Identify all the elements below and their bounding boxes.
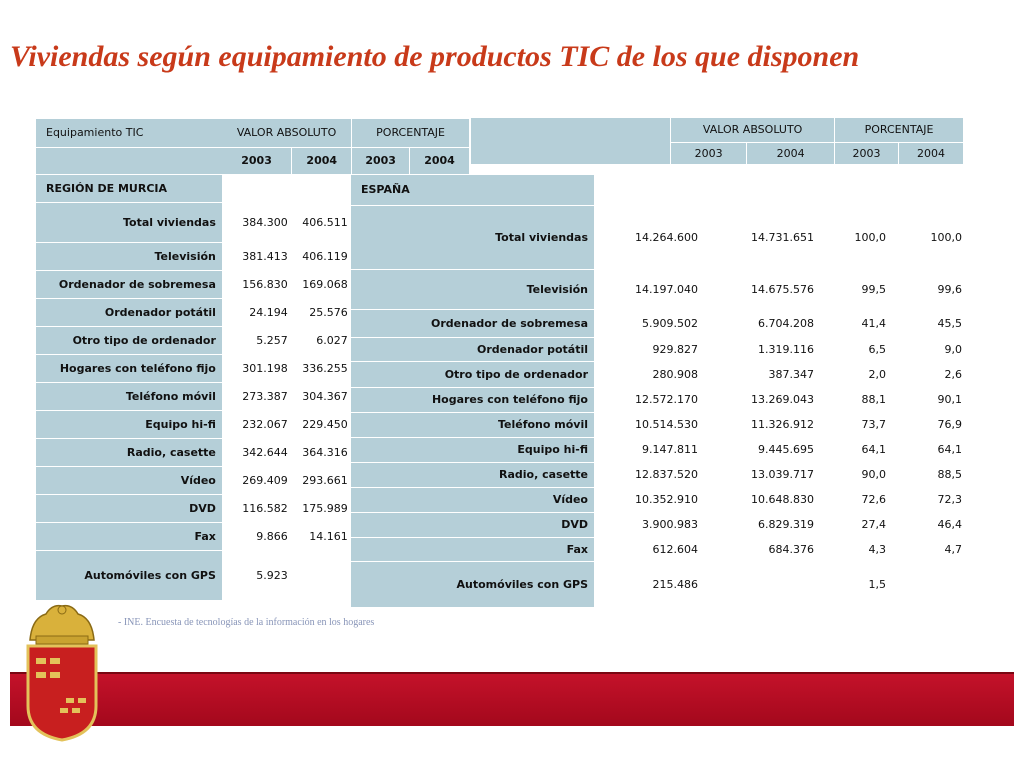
value-2004: 175.989 bbox=[292, 494, 352, 522]
value-2003: 929.827 bbox=[594, 337, 702, 361]
table-row bbox=[351, 537, 966, 561]
table-row bbox=[351, 205, 966, 269]
pct-2003: 100,0 bbox=[818, 205, 890, 269]
value-2003: 269.409 bbox=[222, 466, 292, 494]
pct-2004: 64,1 bbox=[890, 437, 966, 462]
value-2004: 406.511 bbox=[292, 202, 352, 242]
value-2004: 14.675.576 bbox=[702, 269, 818, 309]
value-2004: 169.068 bbox=[292, 270, 352, 298]
region-label: REGIÓN DE MURCIA bbox=[36, 174, 222, 202]
pct-2004: 45,5 bbox=[890, 309, 966, 337]
table-row bbox=[351, 309, 966, 337]
table-row bbox=[351, 437, 966, 462]
value-2003: 381.413 bbox=[222, 242, 292, 270]
value-2003: 12.837.520 bbox=[594, 462, 702, 487]
row-label: Ordenador potátil bbox=[351, 337, 594, 361]
year-header: 2004 bbox=[292, 147, 352, 174]
row-label: Televisión bbox=[36, 242, 222, 270]
value-2004: 336.255 bbox=[292, 354, 352, 382]
pct-2003: 73,7 bbox=[818, 412, 890, 437]
value-2004: 6.829.319 bbox=[702, 512, 818, 537]
table-row bbox=[351, 462, 966, 487]
row-label: Ordenador de sobremesa bbox=[351, 309, 594, 337]
pct-2003: 6,5 bbox=[818, 337, 890, 361]
region-label: ESPAÑA bbox=[351, 175, 594, 205]
year-header: 2004 bbox=[410, 147, 470, 174]
value-2004: 364.316 bbox=[292, 438, 352, 466]
year-header: 2003 bbox=[671, 142, 747, 164]
table-row bbox=[351, 337, 966, 361]
value-2003: 384.300 bbox=[222, 202, 292, 242]
value-2003: 5.257 bbox=[222, 326, 292, 354]
header-valor-absoluto: VALOR ABSOLUTO bbox=[222, 119, 352, 147]
pct-2003: 88,1 bbox=[818, 387, 890, 412]
value-2004 bbox=[702, 561, 818, 607]
coat-of-arms-logo bbox=[22, 600, 102, 742]
row-label: Ordenador potátil bbox=[36, 298, 222, 326]
value-2003: 10.514.530 bbox=[594, 412, 702, 437]
value-2004: 293.661 bbox=[292, 466, 352, 494]
value-2004: 6.027 bbox=[292, 326, 352, 354]
table-row bbox=[351, 387, 966, 412]
value-2004: 684.376 bbox=[702, 537, 818, 561]
value-2003: 3.900.983 bbox=[594, 512, 702, 537]
year-header: 2003 bbox=[352, 147, 410, 174]
row-label: Teléfono móvil bbox=[351, 412, 594, 437]
value-2003: 9.866 bbox=[222, 522, 292, 550]
value-2004: 304.367 bbox=[292, 382, 352, 410]
pct-2004: 90,1 bbox=[890, 387, 966, 412]
pct-2003: 99,5 bbox=[818, 269, 890, 309]
row-label: DVD bbox=[351, 512, 594, 537]
row-label: Fax bbox=[36, 522, 222, 550]
value-2003: 24.194 bbox=[222, 298, 292, 326]
row-label: DVD bbox=[36, 494, 222, 522]
espana-header-porcentaje: PORCENTAJE bbox=[835, 118, 964, 142]
value-2004: 1.319.116 bbox=[702, 337, 818, 361]
header-porcentaje: PORCENTAJE bbox=[352, 119, 470, 147]
espana-header bbox=[471, 118, 964, 165]
footer-band bbox=[10, 672, 1014, 726]
espana-header-blank bbox=[471, 118, 671, 164]
row-label: Total viviendas bbox=[36, 202, 222, 242]
value-2003: 14.264.600 bbox=[594, 205, 702, 269]
value-2003: 14.197.040 bbox=[594, 269, 702, 309]
value-2004: 9.445.695 bbox=[702, 437, 818, 462]
row-label: Vídeo bbox=[36, 466, 222, 494]
value-2003: 12.572.170 bbox=[594, 387, 702, 412]
table-row bbox=[351, 512, 966, 537]
value-2004: 14.731.651 bbox=[702, 205, 818, 269]
value-2003: 5.923 bbox=[222, 550, 292, 600]
year-header: 2004 bbox=[747, 142, 835, 164]
row-label: Otro tipo de ordenador bbox=[36, 326, 222, 354]
value-2004: 6.704.208 bbox=[702, 309, 818, 337]
year-header: 2003 bbox=[835, 142, 899, 164]
pct-2004: 76,9 bbox=[890, 412, 966, 437]
row-label: Fax bbox=[351, 537, 594, 561]
pct-2004: 2,6 bbox=[890, 361, 966, 387]
value-2003: 215.486 bbox=[594, 561, 702, 607]
value-2004: 13.269.043 bbox=[702, 387, 818, 412]
year-header: 2003 bbox=[222, 147, 292, 174]
pct-2003: 2,0 bbox=[818, 361, 890, 387]
header-blank bbox=[36, 147, 222, 174]
value-2004 bbox=[292, 550, 352, 600]
table-row bbox=[351, 269, 966, 309]
pct-2003: 27,4 bbox=[818, 512, 890, 537]
value-2003: 5.909.502 bbox=[594, 309, 702, 337]
value-2003: 116.582 bbox=[222, 494, 292, 522]
pct-2003: 64,1 bbox=[818, 437, 890, 462]
row-label: Equipo hi-fi bbox=[351, 437, 594, 462]
pct-2004: 9,0 bbox=[890, 337, 966, 361]
header-equipamiento: Equipamiento TIC bbox=[36, 119, 222, 147]
source-note: - INE. Encuesta de tecnologías de la información en los hogares bbox=[118, 617, 375, 628]
value-2003: 612.604 bbox=[594, 537, 702, 561]
value-2004: 406.119 bbox=[292, 242, 352, 270]
pct-2003: 72,6 bbox=[818, 487, 890, 512]
value-2004: 387.347 bbox=[702, 361, 818, 387]
pct-2004: 99,6 bbox=[890, 269, 966, 309]
value-2004: 229.450 bbox=[292, 410, 352, 438]
value-2003: 280.908 bbox=[594, 361, 702, 387]
row-label: Vídeo bbox=[351, 487, 594, 512]
year-header: 2004 bbox=[899, 142, 964, 164]
row-label: Otro tipo de ordenador bbox=[351, 361, 594, 387]
pct-2003: 1,5 bbox=[818, 561, 890, 607]
value-2003: 156.830 bbox=[222, 270, 292, 298]
page-title: Viviendas según equipamiento de productos TIC de los que disponen bbox=[10, 40, 860, 73]
table-row bbox=[351, 412, 966, 437]
table-row bbox=[351, 487, 966, 512]
pct-2004: 4,7 bbox=[890, 537, 966, 561]
row-label: Hogares con teléfono fijo bbox=[36, 354, 222, 382]
value-2004: 11.326.912 bbox=[702, 412, 818, 437]
row-label: Automóviles con GPS bbox=[351, 561, 594, 607]
row-label: Automóviles con GPS bbox=[36, 550, 222, 600]
row-label: Teléfono móvil bbox=[36, 382, 222, 410]
value-2004: 13.039.717 bbox=[702, 462, 818, 487]
pct-2004: 46,4 bbox=[890, 512, 966, 537]
value-2003: 232.067 bbox=[222, 410, 292, 438]
row-label: Ordenador de sobremesa bbox=[36, 270, 222, 298]
table-row bbox=[351, 361, 966, 387]
pct-2004: 100,0 bbox=[890, 205, 966, 269]
espana-table bbox=[351, 175, 966, 608]
row-label: Total viviendas bbox=[351, 205, 594, 269]
row-label: Televisión bbox=[351, 269, 594, 309]
row-label: Radio, casette bbox=[351, 462, 594, 487]
pct-2004 bbox=[890, 561, 966, 607]
value-2003: 342.644 bbox=[222, 438, 292, 466]
value-2004: 25.576 bbox=[292, 298, 352, 326]
value-2003: 9.147.811 bbox=[594, 437, 702, 462]
value-2003: 273.387 bbox=[222, 382, 292, 410]
espana-header-valor-absoluto: VALOR ABSOLUTO bbox=[671, 118, 835, 142]
value-2003: 10.352.910 bbox=[594, 487, 702, 512]
value-2004: 14.161 bbox=[292, 522, 352, 550]
row-label: Hogares con teléfono fijo bbox=[351, 387, 594, 412]
value-2004: 10.648.830 bbox=[702, 487, 818, 512]
pct-2003: 41,4 bbox=[818, 309, 890, 337]
pct-2004: 88,5 bbox=[890, 462, 966, 487]
pct-2003: 90,0 bbox=[818, 462, 890, 487]
pct-2004: 72,3 bbox=[890, 487, 966, 512]
pct-2003: 4,3 bbox=[818, 537, 890, 561]
row-label: Equipo hi-fi bbox=[36, 410, 222, 438]
value-2003: 301.198 bbox=[222, 354, 292, 382]
row-label: Radio, casette bbox=[36, 438, 222, 466]
table-row bbox=[351, 561, 966, 607]
